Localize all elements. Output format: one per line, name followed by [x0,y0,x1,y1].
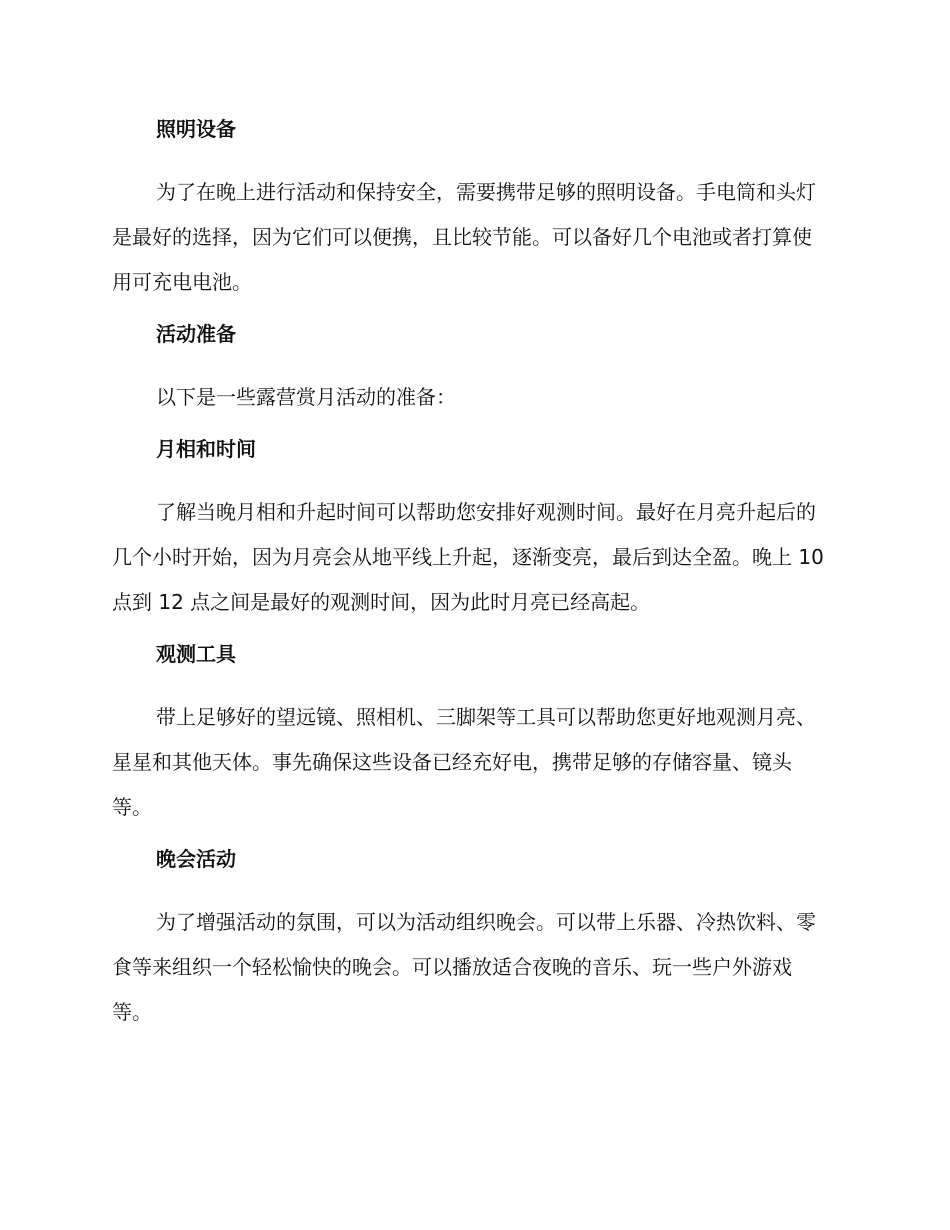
section-activity-prep [112,317,830,420]
section-paragraph: 为了在晚上进行活动和保持安全，需要携带足够的照明设备。手电筒和头灯是最好的选择，因为它们可以便携，且比较节能。可以备好几个电池或者打算使用可充电电池。 [112,180,816,294]
section-heading: 观测工具 [156,642,236,666]
section-moon-phase [112,432,830,625]
section-heading: 活动准备 [156,322,236,346]
section-heading: 月相和时间 [156,437,256,461]
document-page [112,112,830,1047]
section-paragraph: 了解当晚月相和升起时间可以帮助您安排好观测时间。最好在月亮升起后的几个小时开始，因为月亮会从地平线上升起，逐渐变亮，最后到达全盈。晚上 10 点到 12 点之间是最好的观测时间，因为此时月亮已经高起。 [112,500,824,614]
section-evening-party [112,842,830,1035]
section-lighting [112,112,830,305]
section-heading: 照明设备 [156,117,236,141]
section-paragraph: 带上足够好的望远镜、照相机、三脚架等工具可以帮助您更好地观测月亮、星星和其他天体。事先确保这些设备已经充好电，携带足够的存储容量、镜头等。 [112,705,816,819]
section-paragraph: 为了增强活动的氛围，可以为活动组织晚会。可以带上乐器、冷热饮料、零食等来组织一个轻松愉快的晚会。可以播放适合夜晚的音乐、玩一些户外游戏等。 [112,910,816,1024]
section-paragraph: 以下是一些露营赏月活动的准备： [156,385,456,409]
section-observation-tools [112,637,830,830]
section-heading: 晚会活动 [156,847,236,871]
